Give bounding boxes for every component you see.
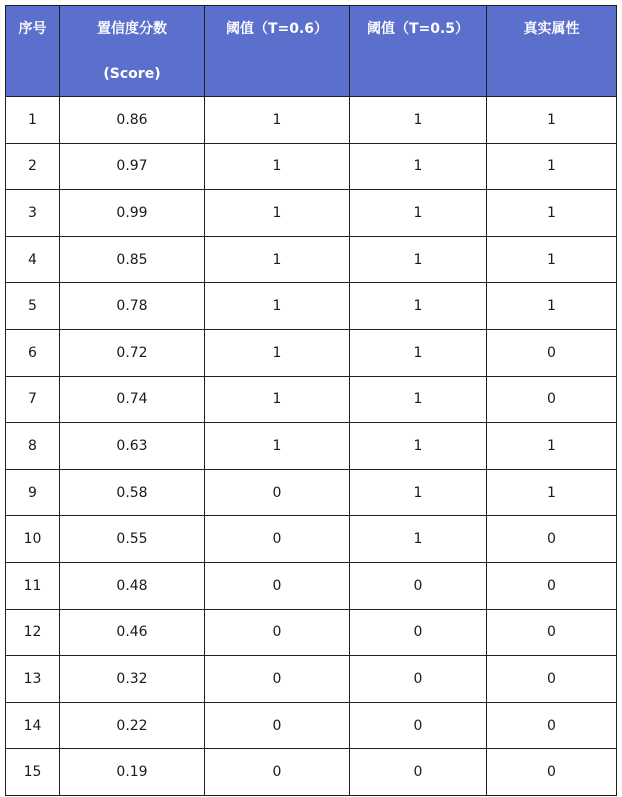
cell-index: 5	[6, 283, 60, 330]
header-score-label: 置信度分数	[97, 21, 167, 37]
cell-threshold-0-5: 1	[350, 143, 487, 190]
cell-index: 9	[6, 469, 60, 516]
cell-threshold-0-6: 0	[205, 562, 350, 609]
cell-threshold-0-5: 1	[350, 97, 487, 144]
cell-score: 0.63	[60, 423, 205, 470]
cell-threshold-0-5: 0	[350, 656, 487, 703]
table-row	[6, 609, 617, 656]
cell-index: 10	[6, 516, 60, 563]
header-threshold-0-5-label: 阈值（T=0.5）	[366, 21, 470, 37]
cell-threshold-0-6: 1	[205, 97, 350, 144]
table-row	[6, 236, 617, 283]
header-score	[60, 6, 205, 97]
table-row	[6, 749, 617, 796]
table-row	[6, 562, 617, 609]
cell-truth: 0	[487, 609, 617, 656]
cell-score: 0.99	[60, 190, 205, 237]
table-row	[6, 143, 617, 190]
cell-index: 15	[6, 749, 60, 796]
cell-index: 7	[6, 376, 60, 423]
cell-threshold-0-5: 1	[350, 190, 487, 237]
cell-score: 0.72	[60, 329, 205, 376]
cell-threshold-0-6: 1	[205, 283, 350, 330]
table-row	[6, 190, 617, 237]
cell-truth: 1	[487, 469, 617, 516]
score-threshold-table	[5, 5, 617, 796]
cell-threshold-0-6: 1	[205, 143, 350, 190]
table-row	[6, 702, 617, 749]
cell-threshold-0-5: 1	[350, 516, 487, 563]
cell-threshold-0-5: 1	[350, 283, 487, 330]
cell-index: 13	[6, 656, 60, 703]
cell-truth: 1	[487, 97, 617, 144]
cell-truth: 0	[487, 749, 617, 796]
cell-truth: 1	[487, 143, 617, 190]
cell-threshold-0-6: 0	[205, 469, 350, 516]
header-threshold-0-6-label: 阈值（T=0.6）	[225, 21, 329, 37]
cell-score: 0.48	[60, 562, 205, 609]
cell-threshold-0-5: 1	[350, 423, 487, 470]
table-row	[6, 516, 617, 563]
cell-truth: 0	[487, 329, 617, 376]
cell-score: 0.32	[60, 656, 205, 703]
cell-truth: 0	[487, 562, 617, 609]
header-score-sublabel: (Score)	[103, 66, 161, 82]
cell-threshold-0-5: 1	[350, 376, 487, 423]
cell-score: 0.85	[60, 236, 205, 283]
cell-threshold-0-5: 0	[350, 562, 487, 609]
cell-truth: 1	[487, 236, 617, 283]
table-row	[6, 283, 617, 330]
table-row	[6, 656, 617, 703]
header-truth-label: 真实属性	[523, 21, 580, 37]
cell-truth: 1	[487, 283, 617, 330]
cell-index: 1	[6, 97, 60, 144]
cell-threshold-0-6: 0	[205, 516, 350, 563]
table-header	[6, 6, 617, 97]
cell-threshold-0-6: 1	[205, 423, 350, 470]
table-body	[6, 97, 617, 796]
cell-score: 0.55	[60, 516, 205, 563]
cell-threshold-0-5: 0	[350, 702, 487, 749]
table-row	[6, 376, 617, 423]
table-row	[6, 469, 617, 516]
cell-truth: 1	[487, 190, 617, 237]
cell-truth: 0	[487, 516, 617, 563]
header-index-label: 序号	[18, 21, 47, 37]
header-threshold-0-6	[205, 6, 350, 97]
cell-score: 0.74	[60, 376, 205, 423]
cell-threshold-0-6: 1	[205, 376, 350, 423]
cell-threshold-0-6: 1	[205, 190, 350, 237]
header-threshold-0-5	[350, 6, 487, 97]
cell-score: 0.97	[60, 143, 205, 190]
cell-index: 12	[6, 609, 60, 656]
cell-index: 11	[6, 562, 60, 609]
cell-index: 14	[6, 702, 60, 749]
header-row	[6, 6, 617, 97]
cell-index: 3	[6, 190, 60, 237]
cell-threshold-0-5: 0	[350, 749, 487, 796]
cell-threshold-0-5: 0	[350, 609, 487, 656]
table-row	[6, 423, 617, 470]
cell-threshold-0-5: 1	[350, 329, 487, 376]
cell-truth: 0	[487, 376, 617, 423]
cell-score: 0.78	[60, 283, 205, 330]
cell-truth: 0	[487, 702, 617, 749]
cell-threshold-0-5: 1	[350, 236, 487, 283]
cell-threshold-0-6: 0	[205, 702, 350, 749]
table-row	[6, 97, 617, 144]
cell-index: 8	[6, 423, 60, 470]
cell-threshold-0-6: 0	[205, 656, 350, 703]
cell-score: 0.86	[60, 97, 205, 144]
table-row	[6, 329, 617, 376]
header-index	[6, 6, 60, 97]
cell-score: 0.19	[60, 749, 205, 796]
cell-score: 0.22	[60, 702, 205, 749]
cell-truth: 1	[487, 423, 617, 470]
cell-threshold-0-6: 1	[205, 329, 350, 376]
cell-score: 0.58	[60, 469, 205, 516]
cell-index: 4	[6, 236, 60, 283]
cell-index: 2	[6, 143, 60, 190]
cell-threshold-0-6: 1	[205, 236, 350, 283]
cell-threshold-0-6: 0	[205, 749, 350, 796]
cell-truth: 0	[487, 656, 617, 703]
cell-threshold-0-6: 0	[205, 609, 350, 656]
cell-index: 6	[6, 329, 60, 376]
header-truth	[487, 6, 617, 97]
cell-score: 0.46	[60, 609, 205, 656]
cell-threshold-0-5: 1	[350, 469, 487, 516]
